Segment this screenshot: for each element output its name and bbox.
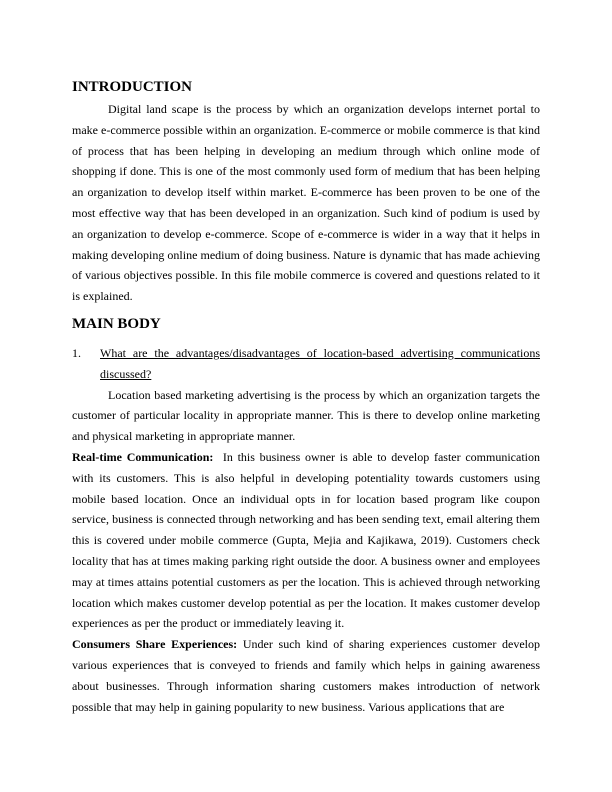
introduction-heading: INTRODUCTION — [72, 79, 193, 95]
question-text: What are the advantages/disadvantages of location-based advertising communications discussed? — [100, 345, 540, 381]
page-content — [72, 78, 540, 717]
main-body-heading: MAIN BODY — [72, 315, 161, 332]
question-1 — [72, 343, 540, 385]
location-marketing-paragraph: Location based marketing advertising is the process by which an organization targets the customer of particular locality in appropriate manner. This is there to develop online marketing and physical marketing in appropriate manner. — [72, 387, 540, 444]
real-time-communication-paragraph — [72, 447, 540, 634]
section-label: Real-time Communication: — [72, 449, 214, 464]
section-text: In this business owner is able to develop faster communication with its customers. This is also helpful in developing potentiality towards customers using mobile based location. Once an individual opts in for location based program like coupon service, business is connected through networking and has been sending text, email altering them this is covered under mobile commerce (Gupta, Mejia and Kajikawa, 2019). Customers check locality that has at times making parking right outside the door. A business owner and employees may at times attains potential customers as per the location. This is achieved through networking location which makes customer develop potential as per the location. It makes customer develop experiences as per the product or immediately leaving it. — [72, 449, 541, 631]
question-number: 1. — [72, 345, 81, 360]
consumers-share-experiences-paragraph — [72, 634, 540, 717]
section-text: Under such kind of sharing experiences customer develop various experiences that is conveyed to friends and family which helps in gaining awareness about businesses. Through information sharing customers makes introduction of network possible that may help in gaining popularity to new business. Various applications that are — [72, 637, 540, 714]
introduction-paragraph: Digital land scape is the process by which an organization develops internet portal to make e-commerce possible within an organization. E-commerce or mobile commerce is that kind of process that has been helping in developing an medium through which online mode of shopping if done. This is one of the most commonly used form of medium that has been helping an organization to develop itself within market. E-commerce has been proven to be one of the most effective way that has been developed in an organization. Such kind of podium is used by an organization to develop e-commerce. Scope of e-commerce is wider in a way that it helps in making developing online medium of doing business. Nature is dynamic that has made achieving of various objectives possible. In this file mobile commerce is covered and questions related to it is explained. — [72, 102, 540, 304]
section-label: Consumers Share Experiences: — [72, 637, 238, 652]
